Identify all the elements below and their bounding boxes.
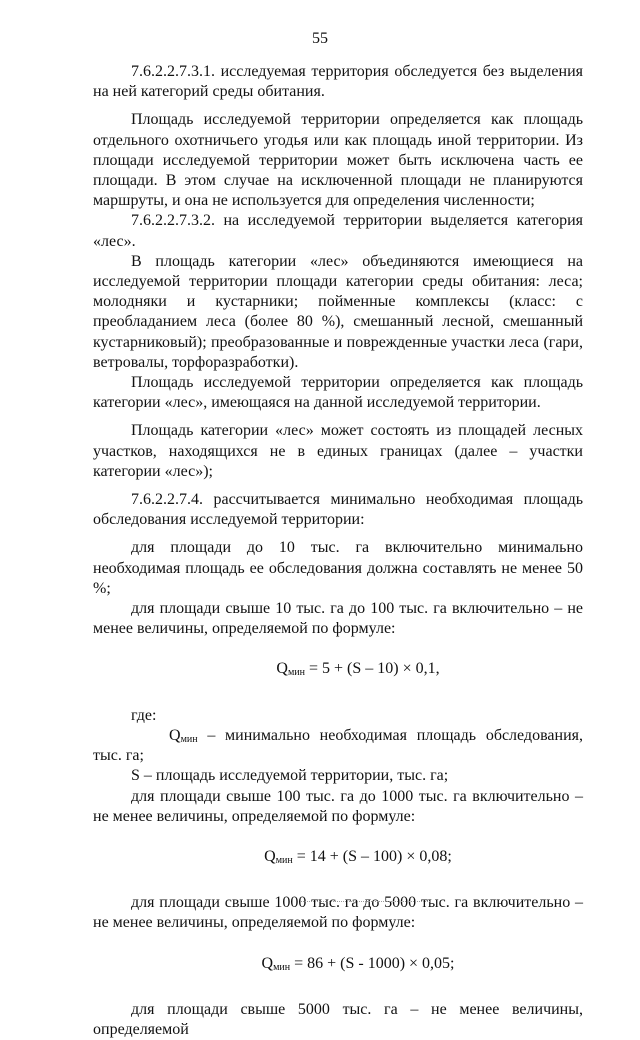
paragraph-over-5000k: для площади свыше 5000 тыс. га – не менее величины, определяемой: [93, 1000, 583, 1038]
paragraph-7-6-2-2-7-4: 7.6.2.2.7.4. рассчитывается минимально необходимая площадь обследования исследуемой территории:: [93, 491, 583, 529]
paragraph-7-6-2-2-7-3-2: 7.6.2.2.7.3.2. на исследуемой территории выделяется категория «лес».: [93, 212, 583, 250]
paragraph-100k-to-1000k: для площади свыше 100 тыс. га до 1000 тыс. га включительно – не менее величины, определяемой по формуле:: [93, 787, 583, 825]
formula-1: $Q_{мин} = 5 + (S - 10) \times 0,1$,: [276, 660, 440, 679]
document-body: [93, 62, 583, 1040]
paragraph-s-definition: S – площадь исследуемой территории, тыс. га;: [131, 767, 449, 785]
formula-2-q: $Q_{мин}$: [264, 847, 293, 866]
paragraph-where: где:: [131, 706, 157, 724]
paragraph-q-definition: $Q_{мин}$ – минимально необходимая площадь обследования, тыс. га;: [93, 726, 583, 765]
page-number: 55: [312, 30, 328, 47]
formula-3: $Q_{мин} = 86 + (S - 1000) \times 0,05$;: [261, 954, 455, 973]
formula-1-q: $Q_{мин}$: [276, 660, 305, 679]
paragraph-forest-category: В площадь категории «лес» объединяются имеющиеся на исследуемой территории площади категории среды обитания: леса; молодняки и кустарники; пойменные комплексы (класс: с преобладанием леса (более 80 %), смешанный лесной, смешанный кустарниковый); преобразованные и поврежденные участки леса (гари, ветровалы, торфоразработки).: [93, 252, 583, 371]
paragraph-area-definition: Площадь исследуемой территории определяется как площадь отдельного охотничьего угодья или как площадь иной территории. Из площади исследуемой территории может быть исключена часть ее площади. В этом случае на исключенной площади не планируются маршруты, и она не используется для определения численности;: [93, 111, 583, 210]
formula-3-q: $Q_{мин}$: [261, 954, 291, 973]
paragraph-forest-plots: Площадь категории «лес» может состоять из площадей лесных участков, находящихся не в единых границах (далее – участки категории «лес»);: [93, 422, 583, 480]
formula-2: $Q_{мин} = 14 + (S - 100) \times 0,08$;: [264, 847, 452, 866]
paragraph-10k-to-100k: для площади свыше 10 тыс. га до 100 тыс. га включительно – не менее величины, определяемой по формуле:: [93, 600, 583, 638]
paragraph-1000k-to-5000k: для площади свыше 1000 тыс. га до 5000 тыс. га включительно – не менее величины, определяемой по формуле:: [93, 894, 583, 932]
paragraph-up-to-10k: для площади до 10 тыс. га включительно минимально необходимая площадь ее обследования должна составлять не менее 50 %;: [93, 539, 583, 597]
paragraph-forest-area: Площадь исследуемой территории определяется как площадь категории «лес», имеющаяся на данной исследуемой территории.: [93, 374, 583, 412]
paragraph-7-6-2-2-7-3-1: 7.6.2.2.7.3.1. исследуемая территория обследуется без выделения на ней категорий среды обитания.: [93, 63, 583, 101]
scan-artifact: [300, 899, 430, 902]
q-symbol: $Q_{мин}$: [169, 726, 198, 745]
